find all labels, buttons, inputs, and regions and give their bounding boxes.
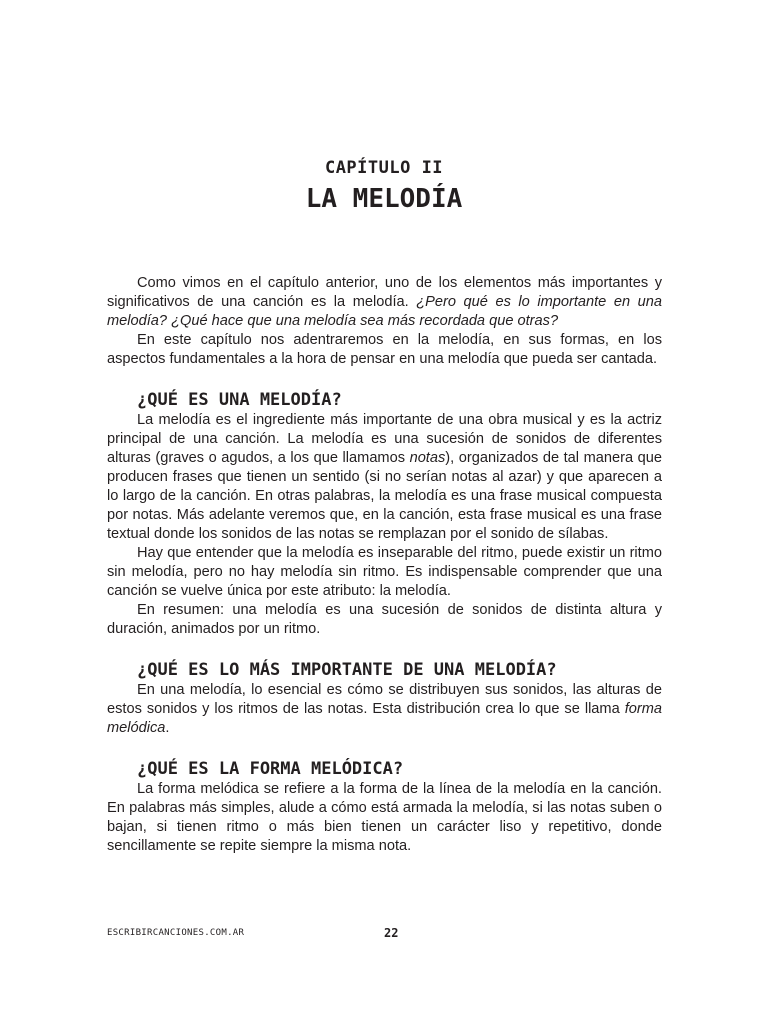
chapter-label: CAPÍTULO II	[324, 158, 444, 178]
intro-text: Como vimos en el capítulo anterior, uno de los elementos más importantes y significativos de una canción es la melodía.	[107, 275, 662, 310]
section2-paragraph-1	[107, 681, 662, 738]
intro-paragraph-1	[107, 274, 662, 331]
intro-paragraph-2: En este capítulo nos adentraremos en la melodía, en sus formas, en los aspectos fundamentales a la hora de pensar en una melodía que pueda ser cantada.	[107, 332, 662, 367]
page-number: 22	[384, 926, 399, 940]
chapter-title: LA MELODÍA	[305, 184, 463, 214]
section-heading-most-important: ¿QUÉ ES LO MÁS IMPORTANTE DE UNA MELODÍA?	[137, 660, 557, 680]
section1-paragraph-3: En resumen: una melodía es una sucesión de sonidos de distinta altura y duración, animados por un ritmo.	[107, 602, 662, 637]
section2-text-c: .	[165, 720, 170, 736]
section1-paragraph-1	[107, 411, 662, 544]
section1-text-a: La melodía es el ingrediente más importante de una obra musical y es la actriz principal de una canción. La melodía es una sucesión de sonidos de diferentes alturas (graves o agudos, a los que llamamos	[107, 412, 662, 466]
section1-paragraph-2: Hay que entender que la melodía es inseparable del ritmo, puede existir un ritmo sin melodía, pero no hay melodía sin ritmo. Es indispensable comprender que una canción se vuelve única por este atributo: la melodía.	[107, 545, 662, 599]
section-heading-what-is-melody: ¿QUÉ ES UNA MELODÍA?	[137, 390, 342, 410]
section1-text-c: ), organizados de tal manera que producen frases que tienen un sentido (si no serían notas al azar) y que aparecen a lo largo de la canción. En otras palabras, la melodía es una frase musical compuesta por notas. Más adelante veremos que, en la canción, esta frase musical es una frase textual donde los sonidos de las notas se remplazan por el sonido de sílabas.	[107, 450, 662, 542]
footer-site-url: ESCRIBIRCANCIONES.COM.AR	[107, 928, 245, 938]
intro-question: ¿Pero qué es lo importante en una melodía? ¿Qué hace que una melodía sea más recordada que otras?	[107, 294, 662, 329]
section3-paragraph-1: La forma melódica se refiere a la forma de la línea de la melodía en la canción. En palabras más simples, alude a cómo está armada la melodía, si las notas suben o bajan, si tienen ritmo o más bien tienen un carácter liso y repetitivo, donde sencillamente se repite siempre la misma nota.	[107, 781, 662, 854]
section2-emphasis-forma-melodica: forma melódica	[107, 701, 662, 736]
section2-text-a: En una melodía, lo esencial es cómo se distribuyen sus sonidos, las alturas de estos sonidos y los ritmos de las notas. Esta distribución crea lo que se llama	[107, 682, 662, 717]
section-heading-melodic-form: ¿QUÉ ES LA FORMA MELÓDICA?	[137, 759, 404, 779]
section1-emphasis-notas: notas	[409, 450, 446, 466]
chapter-body	[107, 274, 662, 856]
